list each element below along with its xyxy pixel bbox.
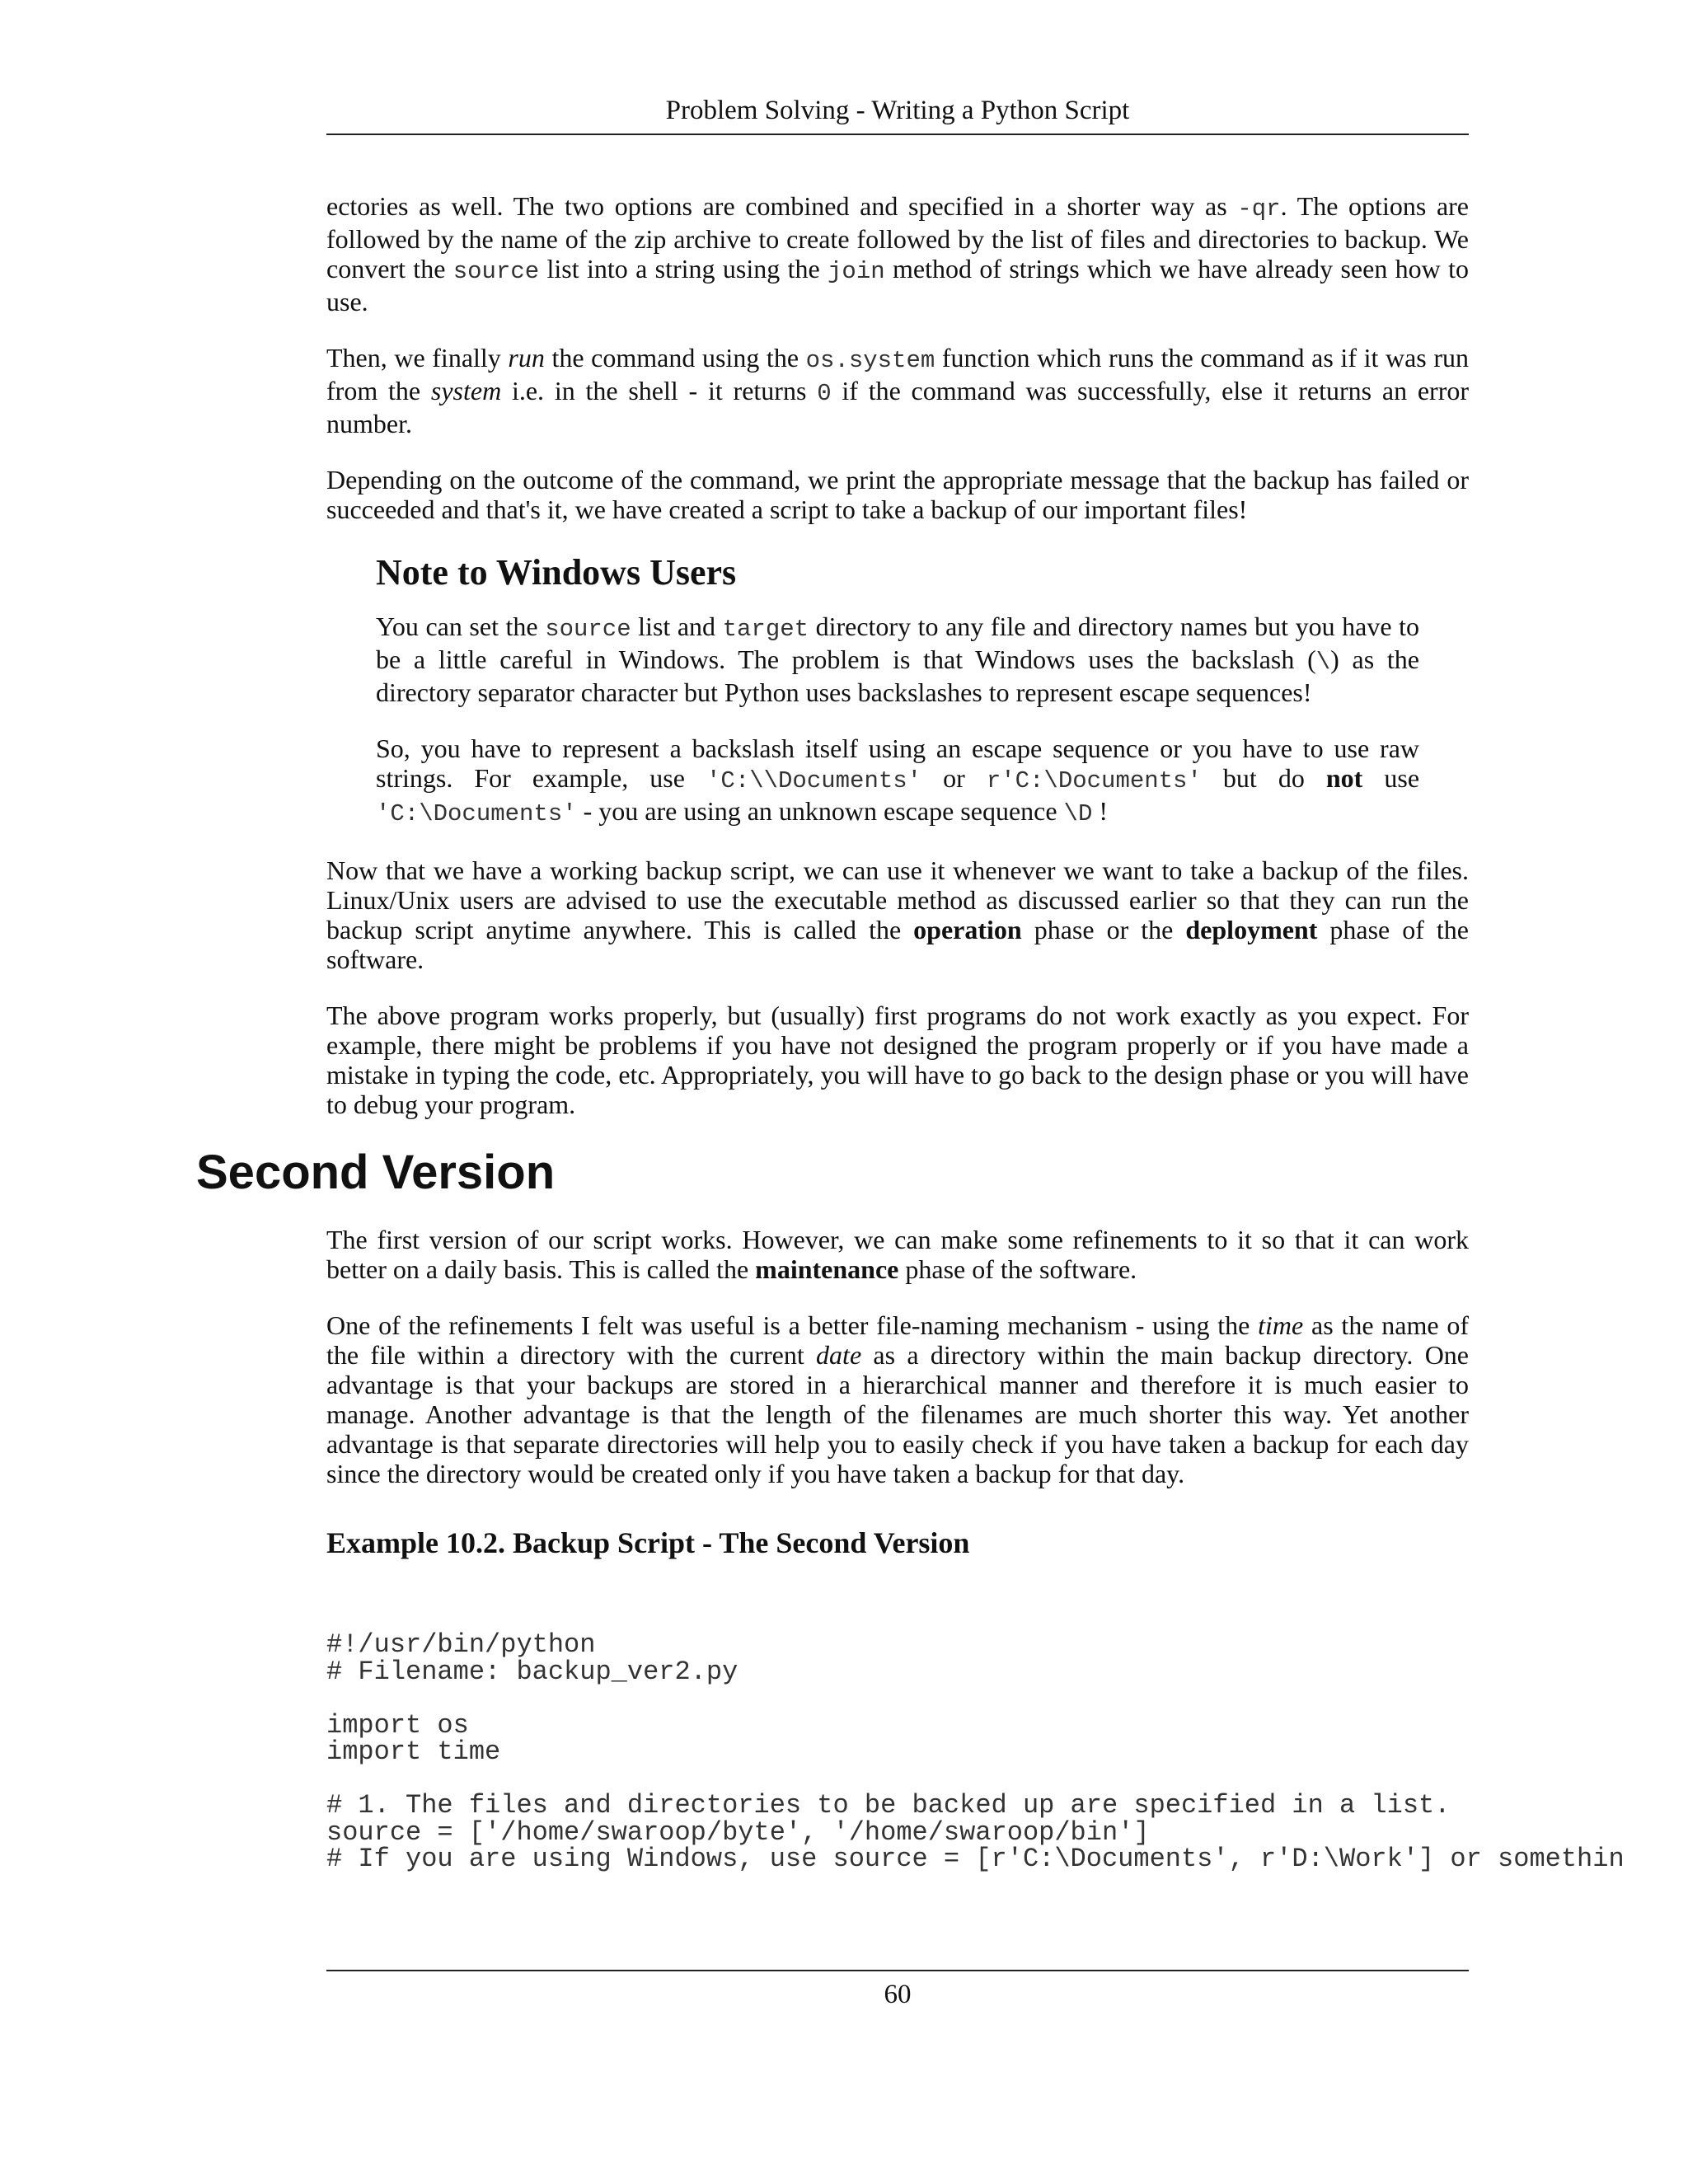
text-run: use [1362,763,1420,793]
emphasis: run [508,343,545,373]
running-header: Problem Solving - Writing a Python Script [665,96,1130,125]
header-rule [326,134,1469,135]
text-run: So, you have to represent a backslash itself using an escape sequence or you have to use raw strings. For example, use [376,733,1419,793]
emphasis: time [1258,1310,1304,1340]
note-title: Note to Windows Users [376,552,737,593]
text-run: One of the refinements I felt was useful is a better file-naming mechanism - using the [326,1310,1259,1340]
text-run: phase of the software. [326,915,1470,974]
section-heading: Second Version [196,1146,556,1199]
emphasis: system [430,376,502,405]
text-run: phase of the software. [898,1254,1137,1284]
text-run: Now that we have a working backup script, we can use it whenever we want to take a backup of the files. Linux/Unix users are advised to use the executable method as discussed earlier so that they can run the backup script anytime anywhere. This is called the [326,855,1469,944]
inline-code: source [545,616,631,643]
bold-text: maintenance [755,1254,899,1284]
text-run: method of strings which we have already seen how to use. [326,254,1470,316]
page-body [196,191,1625,1873]
inline-code: source [452,258,540,285]
text-run: but do [1201,763,1326,793]
inline-code: os.system [805,347,935,374]
paragraph-outcome: Depending on the outcome of the command, we print the appropriate message that the backup has failed or succeeded and that's it, we have created a script to take a backup of our important files! [326,465,1469,524]
inline-code: join [828,258,885,285]
bold-text: deployment [1185,915,1318,944]
paragraph-deployment [326,855,1469,974]
text-run: as a directory within the main backup directory. One advantage is that your backups are stored in a hierarchical manner and therefore it is much easier to manage. Another advantage is that the length of the filenames are much shorter this way. Yet another advantage is that separate directories will help you to easily check if you have taken a backup for each day since the directory would be created only if you have taken a backup for that day. [326,1340,1470,1488]
inline-code: 0 [817,380,832,407]
inline-code: 'C:\\Documents' [706,767,922,794]
inline-code: \D [1063,800,1093,827]
text-run: list into a string using the [539,254,828,284]
text-run: the command using the [544,343,806,373]
text-run: as the name of the file within a directory with the current [326,1310,1470,1370]
text-run: Then, we finally [326,343,509,373]
inline-code: -qr [1237,195,1281,223]
inline-code: r'C:\Documents' [986,767,1202,794]
bold-text: operation [913,915,1022,944]
text-run: phase or the [1021,915,1186,944]
text-run: ! [1092,796,1109,826]
note-box [376,551,1419,829]
text-run: ) as the directory separator character but Python uses backslashes to represent escape sequences! [376,644,1420,707]
text-run: directory to any file and directory names but you have to be a little careful in Windows. The problem is that Windows uses the backslash ( [376,612,1420,674]
text-run: ectories as well. The two options are combined and specified in a shorter way as [326,191,1238,221]
paragraph-debug: The above program works properly, but (usually) first programs do not work exactly as you expect. For example, there might be problems if you have not designed the program properly or if you have made a mistake in typing the code, etc. Appropriately, you will have to go back to the design phase or you will have to debug your program. [326,1001,1469,1119]
text-run: You can set the [376,612,546,641]
page-number: 60 [884,1980,912,2009]
inline-code: \ [1315,649,1331,676]
code-listing: #!/usr/bin/python # Filename: backup_ver2.py import os import time # 1. The files and directories to be backed up are specified in a list. source = ['/home/swaroop/byte', '/home/swaroop/bin'] # If you are using Windows, use source = [r'C:\Documents', r'D:\Work'] or somethin [326,1632,1625,1873]
note-paragraph-1 [376,612,1419,707]
text-run: . The options are followed by the name of the zip archive to create followed by the list of files and directories to backup. We convert the [326,191,1470,284]
text-run: list and [631,612,723,641]
inline-code: target [722,616,809,643]
footer-rule [326,1970,1469,1971]
note-paragraph-2 [376,733,1419,829]
bold-text: not [1325,763,1363,793]
text-run: function which runs the command as if it was run from the [326,343,1470,405]
text-run: if the command was successfully, else it returns an error number. [326,376,1470,438]
paragraph-run-command [326,343,1469,438]
example-title: Example 10.2. Backup Script - The Second Version [326,1526,970,1559]
text-run: or [921,763,987,793]
paragraph-maintenance [326,1225,1469,1284]
paragraph-zip-options [326,191,1469,316]
paragraph-refinements [326,1310,1469,1488]
text-run: - you are using an unknown escape sequence [576,796,1064,826]
text-run: i.e. in the shell - it returns [501,376,818,405]
text-run: The first version of our script works. However, we can make some refinements to it so that it can work better on a daily basis. This is called the [326,1225,1469,1284]
emphasis: date [816,1340,862,1370]
inline-code: 'C:\Documents' [376,800,577,827]
